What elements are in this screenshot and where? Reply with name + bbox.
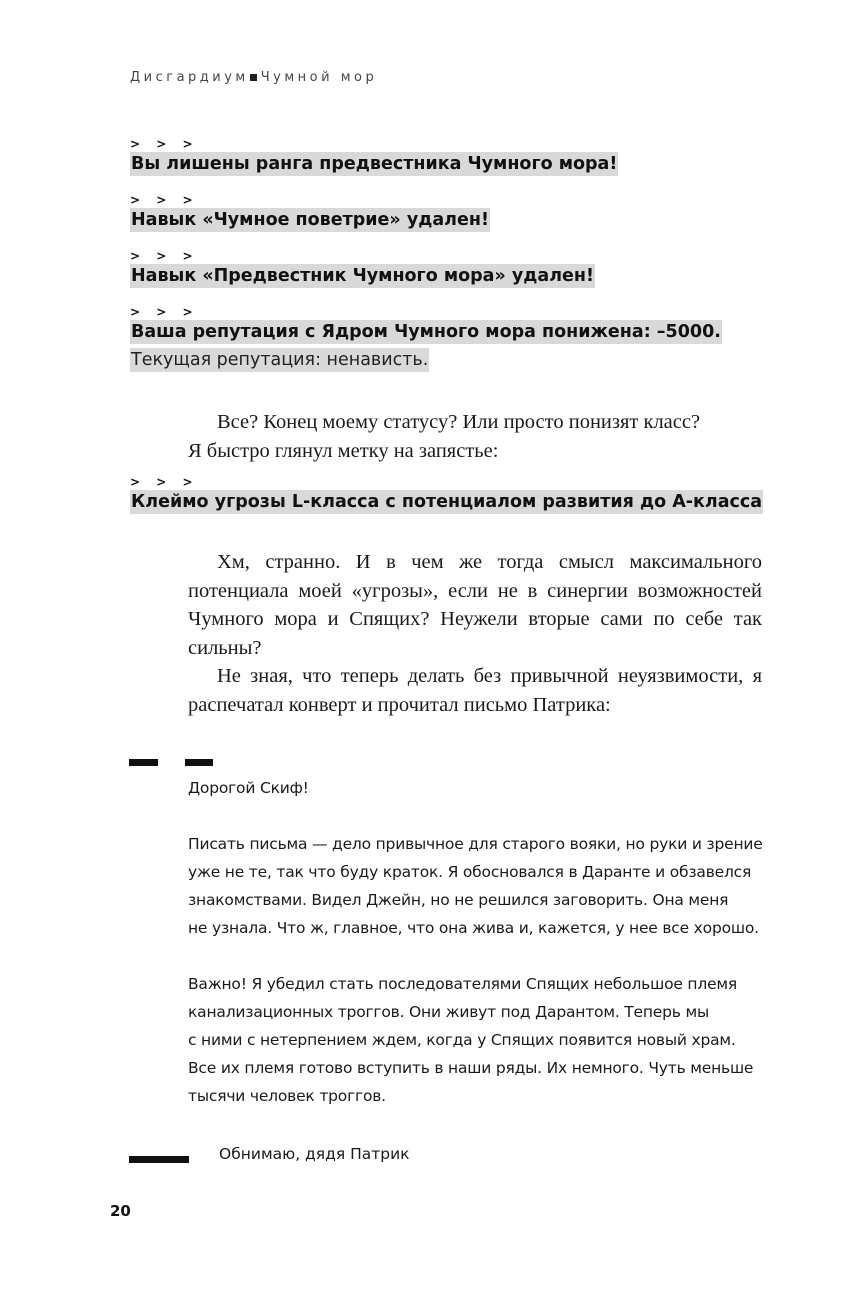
letter-greeting: Дорогой Скиф! xyxy=(188,779,309,797)
prose-paragraph: Хм, странно. И в чем же тогда смысл максимального потенциала моей «угрозы», если не в синергии возможностей Чумного мора и Спящих? Неужели вторые сами по себе так сильны? xyxy=(188,551,762,659)
header-book-title: Дисгардиум xyxy=(130,70,249,85)
letter-start-bar-left xyxy=(129,759,158,766)
system-message xyxy=(130,192,490,232)
letter-start-bar-right xyxy=(185,759,213,766)
mark-message xyxy=(130,474,763,514)
header-separator-square xyxy=(250,74,257,81)
letter-signature: Обнимаю, дядя Патрик xyxy=(219,1145,410,1163)
system-message-text: Навык «Чумное поветрие» удален! xyxy=(131,210,489,230)
prose-paragraph: Я быстро глянул метку на запястье: xyxy=(188,439,499,462)
letter-line: Писать письма — дело привычное для старого вояки, но руки и зрение xyxy=(188,835,763,853)
system-message xyxy=(130,136,618,176)
letter-line: не узнала. Что ж, главное, что она жива и, кажется, у нее все хорошо. xyxy=(188,919,759,937)
system-message xyxy=(130,248,595,288)
prose-paragraph: Не зная, что теперь делать без привычной неуязвимости, я распечатал конверт и прочитал письмо Патрика: xyxy=(188,665,762,716)
letter-spacer xyxy=(188,802,768,830)
system-arrows: > > > xyxy=(130,305,199,319)
letter-line: тысячи человек троггов. xyxy=(188,1087,386,1105)
system-message-subtext: Текущая репутация: ненависть. xyxy=(131,350,429,370)
letter-spacer xyxy=(188,942,768,970)
letter-line: уже не те, так что буду краток. Я обосновался в Даранте и обзавелся xyxy=(188,863,752,881)
system-arrows: > > > xyxy=(130,475,199,489)
header-chapter-title: Чумной мор xyxy=(260,70,378,85)
system-message xyxy=(130,304,722,372)
system-arrows: > > > xyxy=(130,249,199,263)
letter-line: канализационных троггов. Они живут под Дарантом. Теперь мы xyxy=(188,1003,709,1021)
letter-line: Все их племя готово вступить в наши ряды. Их немного. Чуть меньше xyxy=(188,1059,754,1077)
letter-line: знакомствами. Видел Джейн, но не решился заговорить. Она меня xyxy=(188,891,729,909)
letter-end-bar xyxy=(129,1156,189,1163)
running-header xyxy=(130,70,377,85)
prose-block xyxy=(188,548,762,719)
system-message-text: Вы лишены ранга предвестника Чумного мора! xyxy=(131,154,618,174)
letter-line: Важно! Я убедил стать последователями Спящих небольшое племя xyxy=(188,975,738,993)
system-message-text: Ваша репутация с Ядром Чумного мора понижена: –5000. xyxy=(131,322,721,342)
system-arrows: > > > xyxy=(130,137,199,151)
system-arrows: > > > xyxy=(130,193,199,207)
prose-block xyxy=(188,408,762,465)
mark-message-text: Клеймо угрозы L-класса с потенциалом развития до A-класса xyxy=(131,492,763,512)
system-message-text: Навык «Предвестник Чумного мора» удален! xyxy=(131,266,594,286)
letter-body xyxy=(188,774,768,1110)
page-number: 20 xyxy=(110,1202,131,1220)
letter-line: с ними с нетерпением ждем, когда у Спящих появится новый храм. xyxy=(188,1031,736,1049)
prose-paragraph: Все? Конец моему статусу? Или просто понизят класс? xyxy=(217,411,701,433)
